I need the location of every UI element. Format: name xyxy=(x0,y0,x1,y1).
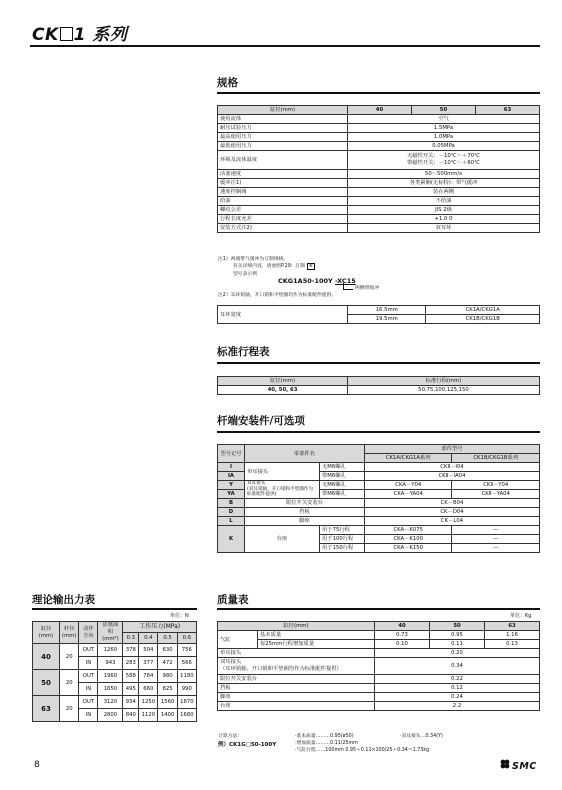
smc-logo-icon xyxy=(500,759,510,772)
mount-h-partno: 部件型号 xyxy=(365,445,540,454)
mount-h-code: 型号记号 xyxy=(218,445,245,463)
page-number: 8 xyxy=(34,760,40,770)
mount-partno: CK－D04 xyxy=(365,508,540,517)
spec-label: 螺纹公差 xyxy=(218,206,348,215)
mount-partno: — xyxy=(452,544,540,553)
force-pressure: 0.5 xyxy=(158,633,177,644)
note-badge: ⑧ xyxy=(308,264,313,269)
mount-code: YA xyxy=(218,490,245,499)
force-heading: 理论输出力表 xyxy=(32,594,95,606)
stroke-heading-rule xyxy=(217,362,540,364)
spec-label: 环境及流体温度 xyxy=(218,151,348,170)
mount-partno: CKⅡ－IA04 xyxy=(365,472,540,481)
mass-unit: 单位：Kg xyxy=(510,613,532,619)
spec-label: 行程长度允差 xyxy=(218,215,348,224)
force-bore: 50 xyxy=(33,670,60,696)
force-value: 378 xyxy=(123,644,139,657)
force-value: 504 xyxy=(139,644,158,657)
mount-sub: 用于75行程 xyxy=(320,526,365,535)
mount-partno: CKⅡ－I04 xyxy=(365,463,540,472)
earring-label: 耳环宽度 xyxy=(218,306,348,324)
stroke-bores: 40, 50, 63 xyxy=(218,386,348,395)
title-rule xyxy=(30,45,540,47)
mass-cyl-label: 气缸 xyxy=(218,631,258,649)
mass-label: 每25mm行程增加质量 xyxy=(258,640,375,649)
stroke-heading: 标准行程表 xyxy=(217,346,270,358)
force-dir: OUT xyxy=(79,670,98,683)
force-value: 840 xyxy=(123,709,139,722)
spec-note-3: 型号表示例 xyxy=(233,272,257,277)
force-value: 495 xyxy=(123,683,139,696)
mount-partno: CKA－YA04 xyxy=(365,490,452,499)
mount-sub: 用于150行程 xyxy=(320,544,365,553)
spec-bore: 40 xyxy=(348,106,412,115)
force-value: 377 xyxy=(139,657,158,670)
mass-label: 限位开关安装台 xyxy=(218,675,375,684)
force-value: 990 xyxy=(177,683,196,696)
spec-value: 无磁性开关：－10℃～＋70℃ 带磁性开关：－10℃～＋60℃ xyxy=(348,151,540,170)
spec-value: 1.0MPa xyxy=(348,133,540,142)
spec-value: 双耳环 xyxy=(348,224,540,233)
mass-value: 0.34 xyxy=(375,658,540,675)
spec-value: 不给油 xyxy=(348,197,540,206)
mass-table xyxy=(217,621,540,711)
force-value: 825 xyxy=(158,683,177,696)
spec-label: 速度控制阀 xyxy=(218,188,348,197)
force-value: 1180 xyxy=(177,670,196,683)
mount-code: IA xyxy=(218,472,245,481)
mass-value: 0.11 xyxy=(430,640,485,649)
mount-name: 单耳接头 xyxy=(245,463,320,481)
mount-partno: CKⅡ－YA04 xyxy=(452,490,540,499)
mount-sub: 无M6螺孔 xyxy=(320,463,365,472)
spec-value: JIS 2级 xyxy=(348,206,540,215)
force-value: 980 xyxy=(158,670,177,683)
force-value: 756 xyxy=(177,644,196,657)
mass-h-size: 40 xyxy=(375,622,430,631)
earring-series: CK1B/CKG1B xyxy=(426,315,540,324)
force-value: 1250 xyxy=(139,696,158,709)
force-bore: 63 xyxy=(33,696,60,722)
mass-label: 挡板 xyxy=(218,684,375,693)
force-value: 660 xyxy=(139,683,158,696)
force-value: 1560 xyxy=(158,696,177,709)
spec-label: 最低使用压力 xyxy=(218,142,348,151)
force-heading-rule xyxy=(32,608,197,610)
spec-bore: 50 xyxy=(411,106,475,115)
calc-stroke: ·气缸行程……100mm 0.95＋0.11×100/25＋0.34＝1.73kg xyxy=(295,748,430,753)
mass-value: 0.10 xyxy=(375,640,430,649)
mount-code: D xyxy=(218,508,245,517)
spec-bore: 63 xyxy=(475,106,539,115)
spec-note-4: 两侧带缓冲 xyxy=(355,286,379,291)
mount-heading-rule xyxy=(217,431,540,433)
mount-partno: CK－L04 xyxy=(365,517,540,526)
spec-value: 1.5MPa xyxy=(348,124,540,133)
force-table xyxy=(32,621,197,722)
spec-heading: 规格 xyxy=(217,77,238,89)
mount-partno: CKA－K100 xyxy=(365,535,452,544)
mass-label: 脚座 xyxy=(218,693,375,702)
spec-label: 缓冲注1) xyxy=(218,179,348,188)
calc-add: ·增加质量………0.11/25mm xyxy=(295,741,358,746)
calc-base: ·基本质量………0.95(ø50) xyxy=(295,734,354,739)
mass-label: 基本质量 xyxy=(258,631,375,640)
spec-label: 耐压试验压力 xyxy=(218,124,348,133)
spec-label: 给油 xyxy=(218,197,348,206)
mount-code: I xyxy=(218,463,245,472)
force-rod: 20 xyxy=(60,670,79,696)
force-dir: IN xyxy=(79,709,98,722)
mass-heading-rule xyxy=(217,608,540,610)
force-bore: 40 xyxy=(33,644,60,670)
force-unit: 单位：N xyxy=(170,613,189,619)
spec-note-5: 注2）耳环销轴，开口销和平垫圈均作为标准配件提供。 xyxy=(218,293,337,298)
force-value: 1120 xyxy=(139,709,158,722)
calc-clevis: ·双耳接头…0.34(Y) xyxy=(400,734,443,739)
mass-value: 0.95 xyxy=(430,631,485,640)
mass-h-bore: 缸径(mm) xyxy=(218,622,375,631)
force-area: 3120 xyxy=(98,696,123,709)
force-area: 943 xyxy=(98,657,123,670)
mount-partno: CK－B04 xyxy=(365,499,540,508)
stroke-header: 缸径(mm) xyxy=(218,377,348,386)
mass-value: 0.73 xyxy=(375,631,430,640)
spec-label: 活塞速度 xyxy=(218,170,348,179)
spec-value: 各类紧侧(无标特)：带气缓冲 xyxy=(348,179,540,188)
force-h-area: 活塞面积(mm²) xyxy=(98,622,123,644)
mass-h-size: 63 xyxy=(485,622,540,631)
force-rod: 20 xyxy=(60,696,79,722)
mass-value: 0.24 xyxy=(375,693,540,702)
mount-name: 台座 xyxy=(245,526,320,553)
mount-code: B xyxy=(218,499,245,508)
example-leader-h xyxy=(343,289,353,290)
mount-code: Y xyxy=(218,481,245,490)
mass-h-size: 50 xyxy=(430,622,485,631)
force-value: 1680 xyxy=(177,709,196,722)
stroke-table xyxy=(217,376,540,395)
series-title: CK 1 系列 xyxy=(32,25,128,45)
mass-value: 0.13 xyxy=(485,640,540,649)
mount-heading: 杆端安装件/可选项 xyxy=(217,415,305,427)
earring-table xyxy=(217,305,540,324)
mass-value: 1.16 xyxy=(485,631,540,640)
earring-width: 16.5mm xyxy=(348,306,426,315)
force-dir: OUT xyxy=(79,696,98,709)
spec-col-header: 缸径(mm) xyxy=(218,106,348,115)
force-value: 630 xyxy=(158,644,177,657)
mount-partno: CKA－Y04 xyxy=(365,481,452,490)
spec-value: 空气 xyxy=(348,115,540,124)
spec-value: 装在两侧 xyxy=(348,188,540,197)
mount-name: 双耳接头 (双耳销轴、开口销和平垫圈作为标准配件提供) xyxy=(245,481,320,499)
mount-code: L xyxy=(218,517,245,526)
calc-example: 例）CK1G□50-100Y xyxy=(218,742,277,748)
spec-label: 最高使用压力 xyxy=(218,133,348,142)
spec-label: 使用流体 xyxy=(218,115,348,124)
force-pressure: 0.4 xyxy=(139,633,158,644)
force-area: 1650 xyxy=(98,683,123,696)
force-h-dir: 动作方向 xyxy=(79,622,98,644)
force-value: 566 xyxy=(177,657,196,670)
mass-value: 0.22 xyxy=(375,675,540,684)
calc-method: 计算方法： xyxy=(218,734,242,739)
mount-table xyxy=(217,444,540,553)
mount-sub: 带M6螺孔 xyxy=(320,490,365,499)
force-rod: 20 xyxy=(60,644,79,670)
force-dir: IN xyxy=(79,657,98,670)
mount-h-sub: CK1A/CKG1A系列 xyxy=(365,454,452,463)
force-value: 283 xyxy=(123,657,139,670)
spec-note-2: 有关详细内容，请参照P.29：订制 ⑧ xyxy=(233,264,313,269)
mount-sub: 用于100行程 xyxy=(320,535,365,544)
force-area: 1260 xyxy=(98,644,123,657)
mount-code: K xyxy=(218,526,245,553)
force-h-rod: 杆径(mm) xyxy=(60,622,79,644)
mass-value: 0.12 xyxy=(375,684,540,693)
spec-table xyxy=(217,105,540,233)
smc-logo: SMC xyxy=(500,759,537,772)
force-value: 784 xyxy=(139,670,158,683)
force-pressure: 0.6 xyxy=(177,633,196,644)
mass-label: 单耳接头 xyxy=(218,649,375,658)
mass-label: 双耳接头 （耳环销轴、开口销和平垫圈均作为标准配件提供） xyxy=(218,658,375,675)
force-h-bore: 缸径(mm) xyxy=(33,622,60,644)
force-value: 588 xyxy=(123,670,139,683)
force-dir: IN xyxy=(79,683,98,696)
force-area: 2800 xyxy=(98,709,123,722)
spec-value: +1.0 0 xyxy=(348,215,540,224)
box-glyph xyxy=(60,27,73,41)
mount-name: 限位开关安装台 xyxy=(245,499,365,508)
mount-sub: 带M6螺孔 xyxy=(320,472,365,481)
force-h-pressure: 工作压力(MPa) xyxy=(123,622,197,633)
force-value: 472 xyxy=(158,657,177,670)
mass-label: 台座 xyxy=(218,702,375,711)
mass-heading: 质量表 xyxy=(217,594,249,606)
stroke-values: 50,75,100,125,150 xyxy=(348,386,540,395)
force-value: 1400 xyxy=(158,709,177,722)
mount-h-part: 零部件名 xyxy=(245,445,365,463)
force-value: 1870 xyxy=(177,696,196,709)
mount-name: 挡板 xyxy=(245,508,365,517)
mass-value: 2.2 xyxy=(375,702,540,711)
spec-label: 安装方式注2) xyxy=(218,224,348,233)
spec-heading-rule xyxy=(217,92,540,94)
spec-value: 0.05MPa xyxy=(348,142,540,151)
mount-partno: — xyxy=(452,526,540,535)
mount-partno: CKⅡ－Y04 xyxy=(452,481,540,490)
mount-partno: CKA－K075 xyxy=(365,526,452,535)
mount-name: 脚座 xyxy=(245,517,365,526)
earring-width: 19.5mm xyxy=(348,315,426,324)
spec-note-1: 注1）两端带气缓冲为订制规格。 xyxy=(218,257,289,262)
stroke-header: 标准行程(mm) xyxy=(348,377,540,386)
mount-partno: CKA－K150 xyxy=(365,544,452,553)
force-pressure: 0.3 xyxy=(123,633,139,644)
force-area: 1960 xyxy=(98,670,123,683)
mount-h-sub: CK1B/CKG1B系列 xyxy=(452,454,540,463)
mount-sub: 无M6螺孔 xyxy=(320,481,365,490)
spec-value: 50～500mm/s xyxy=(348,170,540,179)
force-value: 934 xyxy=(123,696,139,709)
mount-partno: — xyxy=(452,535,540,544)
mass-value: 0.20 xyxy=(375,649,540,658)
earring-series: CK1A/CKG1A xyxy=(426,306,540,315)
force-dir: OUT xyxy=(79,644,98,657)
spec-example-model: CKG1A50-100Y -XC15 xyxy=(278,277,356,285)
